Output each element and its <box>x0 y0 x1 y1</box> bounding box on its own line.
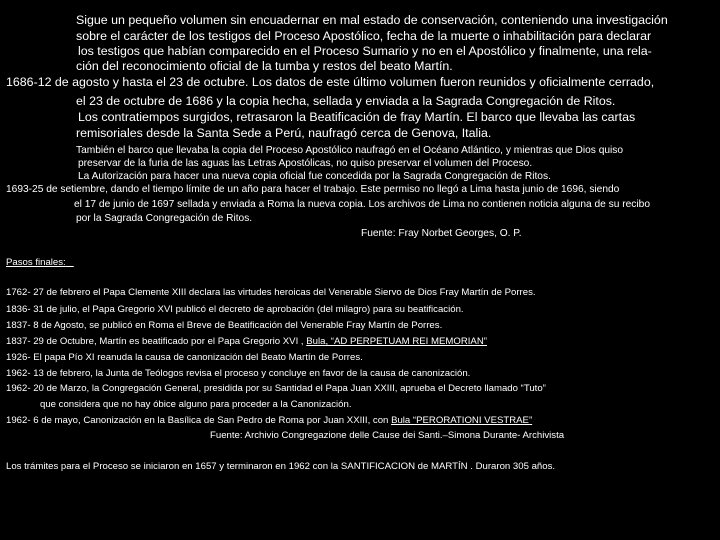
text-line: 1693-25 de setiembre, dando el tiempo límite de un año para hacer el trabajo. Este permiso no llegó a Lima hasta junio de 1696, siendo <box>6 184 620 195</box>
text-line: sobre el carácter de los testigos del Proceso Apostólico, fecha de la muerte o inhabilitación para declarar <box>76 29 652 43</box>
timeline-item <box>6 416 532 426</box>
text-line: remisoriales desde la Santa Sede a Perú, naufragó cerca de Genova, Italia. <box>76 126 492 140</box>
conclusion-text: Los trámites para el Proceso se iniciaron en 1657 y terminaron en 1962 con la SANTIFICACION de MARTÍN . Duraron 305 años. <box>6 461 556 472</box>
section-heading: Pasos finales: <box>6 257 66 268</box>
text-line: los testigos que habían comparecido en el Proceso Sumario y no en el Apostólico y finalmente, una rela- <box>78 44 652 58</box>
text-line: el 17 de junio de 1697 sellada y enviada a Roma la nueva copia. Los archivos de Lima no contienen noticia alguna de su recibo <box>74 199 650 210</box>
text-line: por la Sagrada Congregación de Ritos. <box>76 213 253 224</box>
text-line: Los contratiempos surgidos, retrasaron la Beatificación de fray Martín. El barco que llevaba las cartas <box>78 110 636 124</box>
bula-title: Bula “PERORATIONI VESTRAE” <box>391 415 533 426</box>
timeline-item: 1926- El papa Pío XI reanuda la causa de canonización del Beato Martín de Porres. <box>6 352 363 363</box>
timeline-item <box>6 337 487 347</box>
text-line: el 23 de octubre de 1686 y la copia hecha, sellada y enviada a la Sagrada Congregación de Ritos. <box>76 94 616 108</box>
timeline-text: 1837- 29 de Octubre, Martín es beatificado por el Papa Gregorio XVI , <box>6 336 304 347</box>
timeline-item: 1962- 13 de febrero, la Junta de Teólogos revisa el proceso y concluye en favor de la causa de canonización. <box>6 368 471 379</box>
source-citation: Fuente: Fray Norbet Georges, O. P. <box>361 228 522 239</box>
text-line: preservar de la furia de las aguas las Letras Apostólicas, no quiso preservar el volumen del Proceso. <box>78 158 533 169</box>
text-line: La Autorización para hacer una nueva copia oficial fue concedida por la Sagrada Congregación de Ritos. <box>78 171 551 182</box>
text-line: ción del reconocimiento oficial de la tumba y restos del beato Martín. <box>76 59 453 73</box>
timeline-text: 1962- 6 de mayo, Canonización en la Basílica de San Pedro de Roma por Juan XXIII, con <box>6 415 389 426</box>
timeline-item: 1837- 8 de Agosto, se publicó en Roma el Breve de Beatificación del Venerable Fray Martín de Porres. <box>6 320 443 331</box>
text-line: Sigue un pequeño volumen sin encuadernar en mal estado de conservación, conteniendo una investigación <box>76 13 668 27</box>
text-line: 1686-12 de agosto y hasta el 23 de octubre. Los datos de este último volumen fueron reunidos y oficialmente cerrado, <box>6 75 655 89</box>
bula-title: Bula, “AD PERPETUAM REI MEMORIAN” <box>306 336 487 347</box>
text-line: También el barco que llevaba la copia del Proceso Apostólico naufragó en el Océano Atlántico, y mientras que Dios quiso <box>76 145 624 156</box>
timeline-item: 1962- 20 de Marzo, la Congregación General, presidida por su Santidad el Papa Juan XXIII, aprueba el Decreto llamado “Tuto” <box>6 383 546 394</box>
timeline-item: que considera que no hay óbice alguno para proceder a la Canonización. <box>40 399 352 410</box>
timeline-item: 1836- 31 de julio, el Papa Gregorio XVI publicó el decreto de aprobación (del milagro) para su beatificación. <box>6 304 464 315</box>
source-citation: Fuente: Archivio Congregazione delle Cause dei Santi.–Simona Durante- Archivista <box>210 430 565 441</box>
timeline-item: 1762- 27 de febrero el Papa Clemente XIII declara las virtudes heroicas del Venerable Siervo de Dios Fray Martín de Porres. <box>6 287 536 298</box>
